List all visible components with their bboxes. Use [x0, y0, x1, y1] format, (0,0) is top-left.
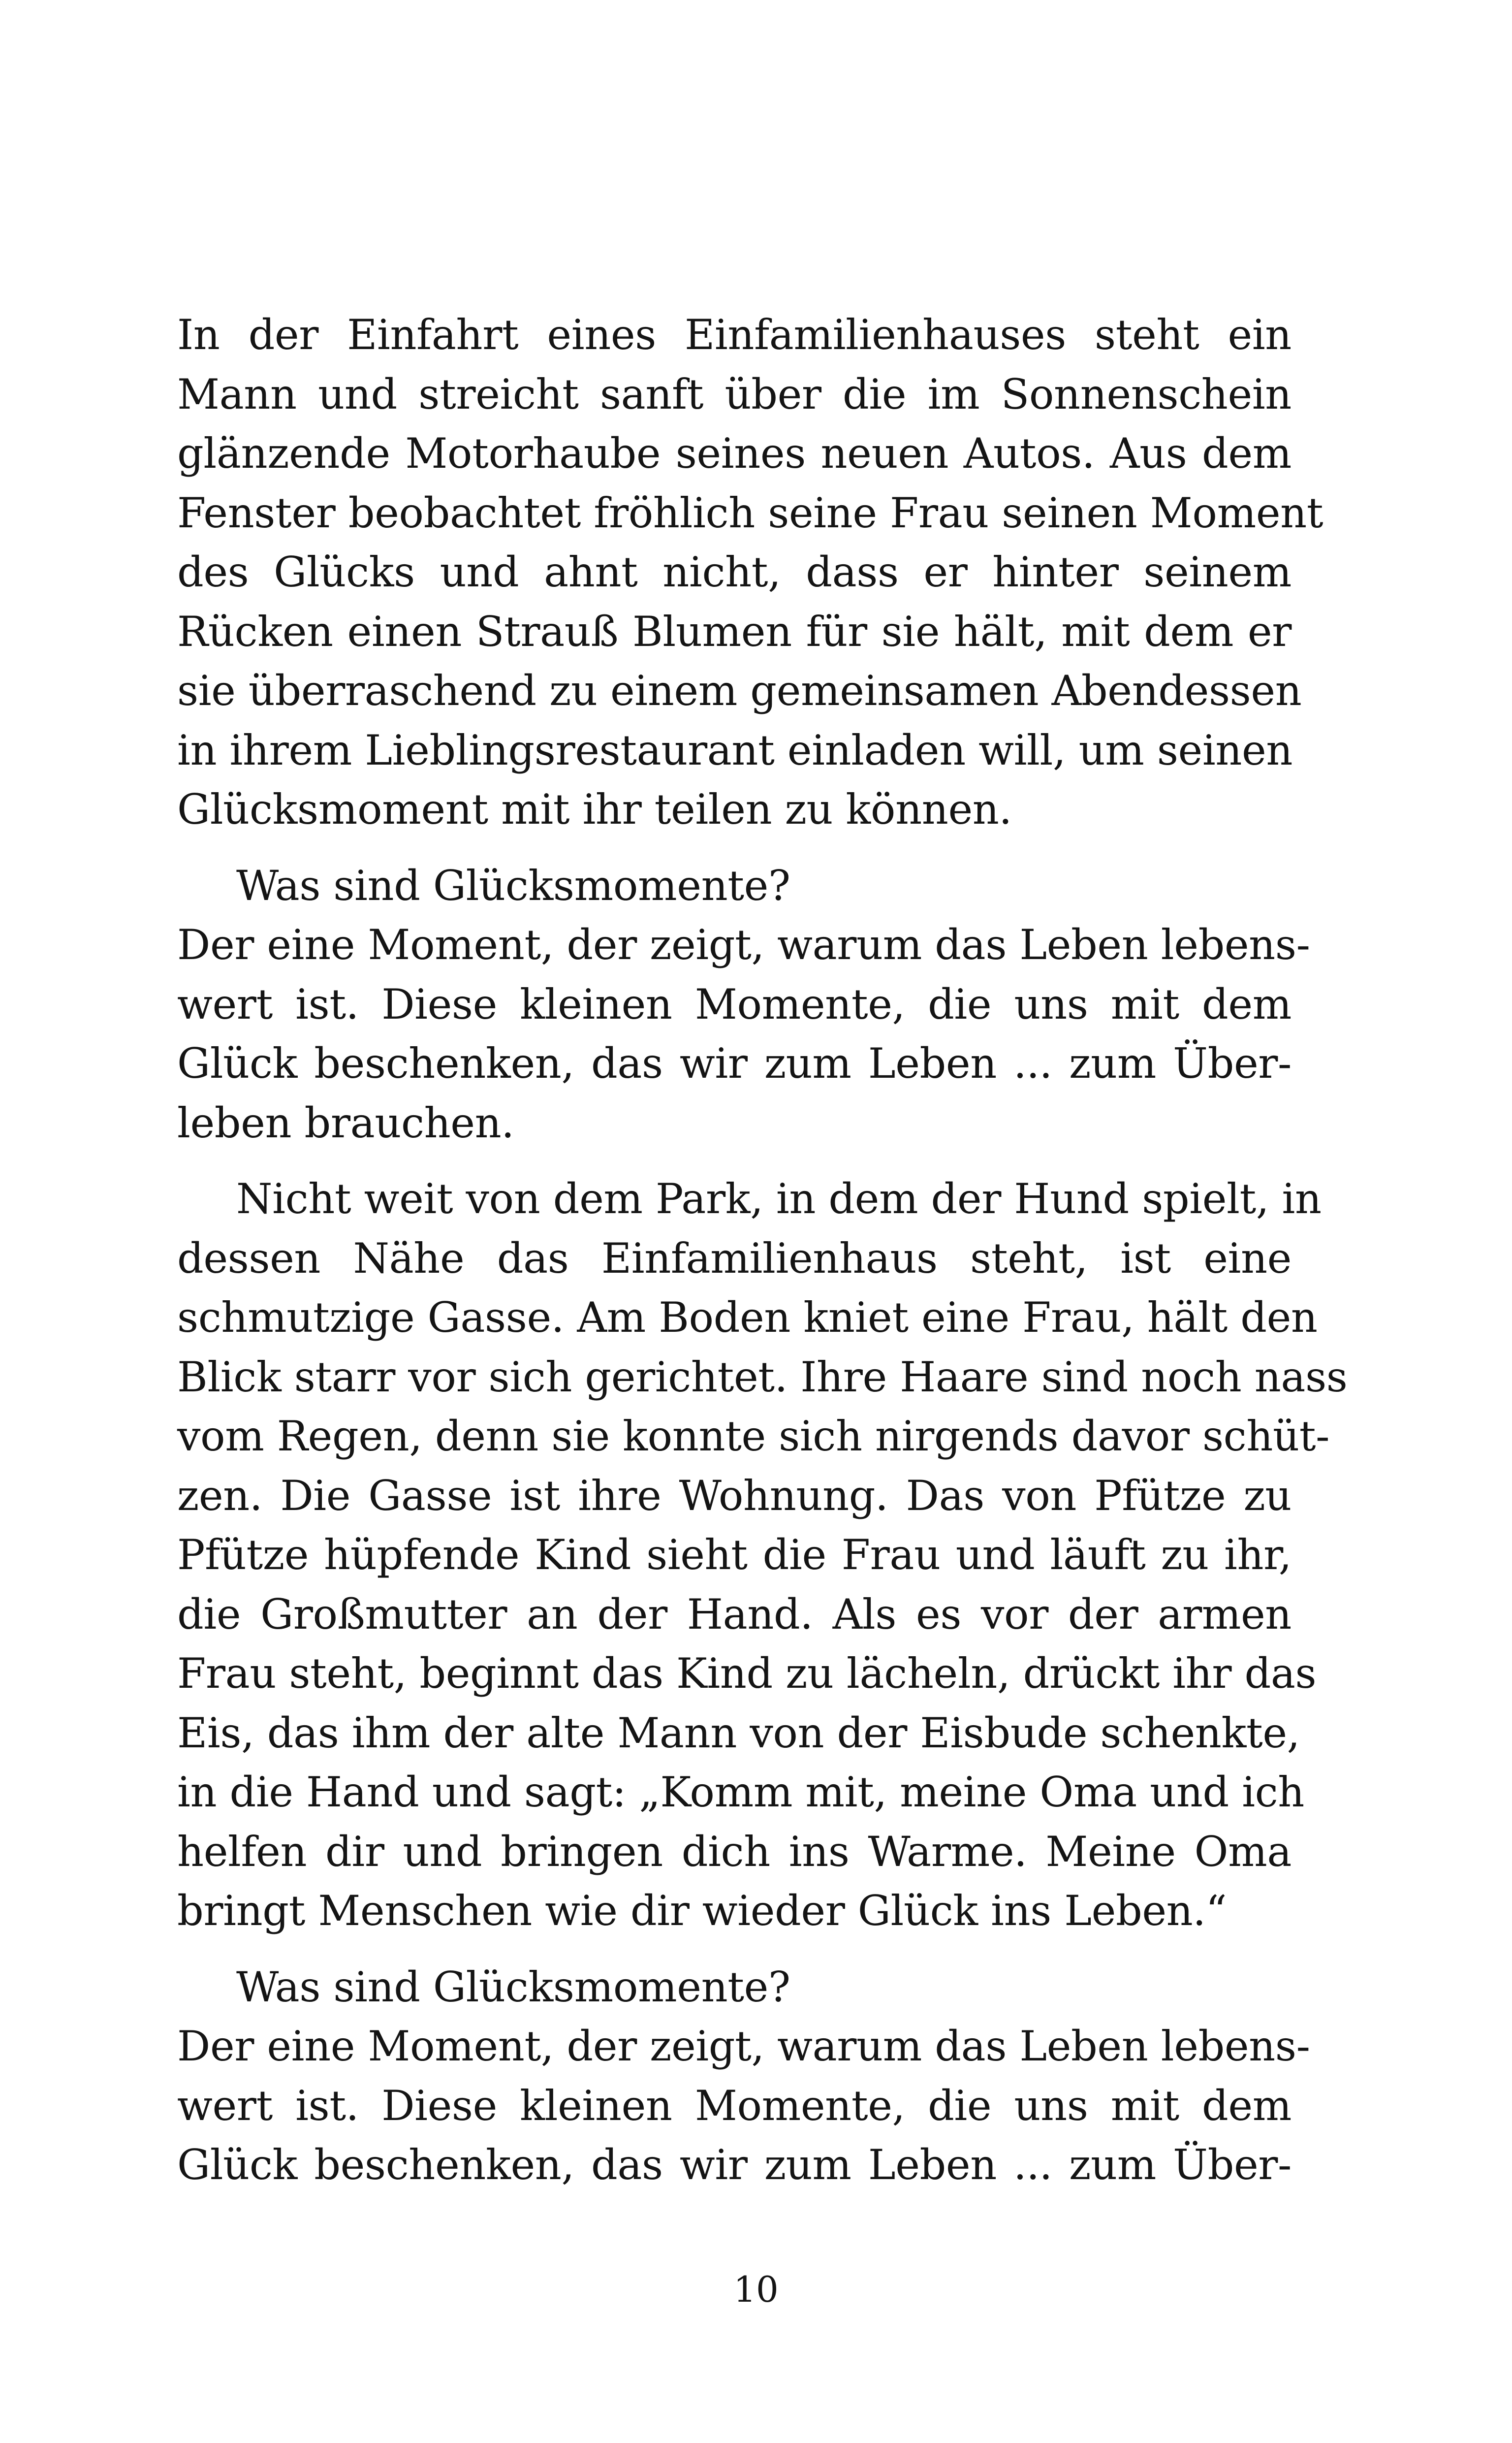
paragraph: [177, 305, 1323, 839]
text-line: leben brauchen.: [177, 1098, 514, 1147]
text-line: glänzende Motorhaube seines neuen Autos. Aus dem: [177, 429, 1292, 478]
paragraph: [177, 1958, 1310, 2195]
text-line: in die Hand und sagt: „Komm mit, meine Oma und ich: [177, 1768, 1305, 1816]
text-line: bringt Menschen wie dir wieder Glück ins Leben.“: [177, 1887, 1227, 1935]
text-line: Mann und streicht sanft über die im Sonnenschein: [177, 370, 1292, 418]
text-line: sie überraschend zu einem gemeinsamen Abendessen: [177, 667, 1302, 715]
text-line: Frau steht, beginnt das Kind zu lächeln, drückt ihr das: [177, 1649, 1317, 1698]
page-number: 10: [733, 2269, 779, 2310]
paragraph-gap: [177, 839, 1292, 856]
text-line: in ihrem Lieblingsrestaurant einladen will, um seinen: [177, 726, 1293, 774]
text-line: Glücksmoment mit ihr teilen zu können.: [177, 785, 1012, 834]
paragraph: [177, 1169, 1348, 1941]
paragraph: [177, 856, 1310, 1153]
text-line: wert ist. Diese kleinen Momente, die uns mit dem: [177, 980, 1292, 1029]
text-line: die Großmutter an der Hand. Als es vor der armen: [177, 1590, 1292, 1639]
body-text: [177, 305, 1348, 2195]
text-line: wert ist. Diese kleinen Momente, die uns mit dem: [177, 2081, 1292, 2130]
text-line: Blick starr vor sich gerichtet. Ihre Haare sind noch nass: [177, 1352, 1348, 1401]
text-line: vom Regen, denn sie konnte sich nirgends davor schüt-: [177, 1412, 1330, 1460]
text-line: Rücken einen Strauß Blumen für sie hält, mit dem er: [177, 607, 1292, 656]
text-line: Eis, das ihm der alte Mann von der Eisbude schenkte,: [177, 1708, 1300, 1757]
text-line: zen. Die Gasse ist ihre Wohnung. Das von Pfütze zu: [177, 1471, 1292, 1520]
text-line: Glück beschenken, das wir zum Leben ... zum Über-: [177, 1039, 1292, 1088]
text-line: Nicht weit von dem Park, in dem der Hund spielt, in: [236, 1175, 1322, 1223]
text-line: des Glücks und ahnt nicht, dass er hinter seinem: [177, 548, 1292, 596]
paragraph-gap: [177, 1941, 1292, 1958]
text-line: Was sind Glücksmomente?: [236, 861, 790, 910]
text-line: Fenster beobachtet fröhlich seine Frau seinen Moment: [177, 488, 1323, 537]
text-line: helfen dir und bringen dich ins Warme. Meine Oma: [177, 1827, 1292, 1876]
text-line: Was sind Glücksmomente?: [236, 1962, 790, 2011]
text-line: Glück beschenken, das wir zum Leben ... zum Über-: [177, 2141, 1292, 2189]
paragraph-gap: [177, 1153, 1292, 1169]
text-line: In der Einfahrt eines Einfamilienhauses steht ein: [177, 311, 1292, 359]
text-line: dessen Nähe das Einfamilienhaus steht, ist eine: [177, 1234, 1292, 1283]
text-line: Der eine Moment, der zeigt, warum das Leben lebens-: [177, 921, 1310, 969]
text-line: Pfütze hüpfende Kind sieht die Frau und läuft zu ihr,: [177, 1531, 1292, 1579]
text-line: Der eine Moment, der zeigt, warum das Leben lebens-: [177, 2022, 1310, 2070]
text-line: schmutzige Gasse. Am Boden kniet eine Frau, hält den: [177, 1293, 1318, 1342]
